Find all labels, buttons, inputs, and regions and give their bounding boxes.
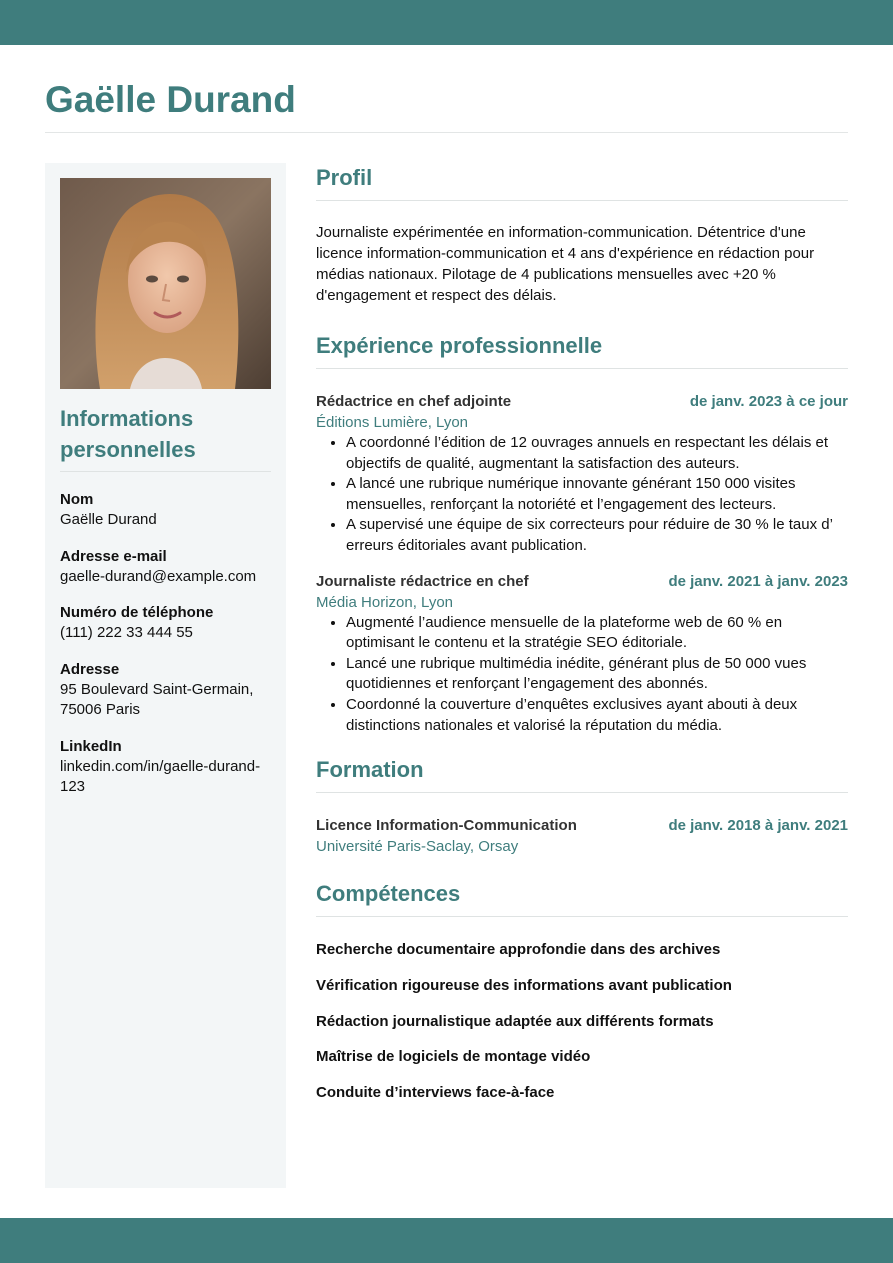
degree-title: Licence Information-Communication	[316, 817, 577, 835]
list-item: • Lancé une rubrique multimédia inédite, générant plus de 50 000 vues quotidiennes et renforçant l’engagement des abonnés.	[346, 654, 848, 695]
job-date: de janv. 2021 à janv. 2023	[668, 572, 848, 590]
field-label: Adresse e-mail	[60, 547, 167, 565]
education-date: de janv. 2018 à janv. 2021	[668, 817, 848, 835]
section-divider	[316, 368, 848, 369]
skill-item: Recherche documentaire approfondie dans des archives	[316, 941, 721, 959]
field-label: Numéro de téléphone	[60, 604, 214, 621]
header-divider	[45, 132, 848, 133]
section-divider	[316, 916, 848, 917]
field-value: Gaëlle Durand	[60, 511, 157, 528]
personal-info-divider	[60, 471, 271, 472]
profile-section	[316, 163, 848, 306]
job-entry	[316, 391, 848, 557]
skill-item: Maîtrise de logiciels de montage vidéo	[316, 1048, 591, 1066]
bottom-banner	[0, 1218, 893, 1263]
job-organization: Éditions Lumière, Lyon	[316, 414, 469, 431]
education-header	[316, 815, 848, 836]
skill-item: Rédaction journalistique adaptée aux différents formats	[316, 1012, 714, 1030]
field-linkedin	[60, 736, 271, 798]
education-entry	[316, 815, 848, 857]
field-label: Adresse	[60, 660, 120, 678]
job-entry	[316, 571, 848, 737]
field-value: linkedin.com/in/gaelle-durand-123	[60, 757, 261, 795]
job-header	[316, 571, 848, 592]
list-item: • A supervisé une équipe de six correcteurs pour réduire de 30 % le taux d’ erreurs éditoriales avant publication.	[346, 515, 848, 556]
field-value: (111) 222 33 444 55	[60, 624, 193, 641]
skills-heading: Compétences	[316, 881, 461, 907]
field-value: gaelle-durand@example.com	[60, 567, 257, 585]
experience-section	[316, 331, 848, 736]
job-date: de janv. 2023 à ce jour	[689, 393, 848, 410]
job-achievements	[316, 613, 848, 737]
job-header	[316, 391, 848, 412]
skills-section	[316, 879, 848, 1103]
candidate-name: Gaëlle Durand	[45, 79, 296, 120]
portrait-photo	[60, 178, 271, 389]
section-divider	[316, 792, 848, 793]
skills-list	[316, 939, 848, 1103]
job-title: Journaliste rédactrice en chef	[316, 572, 529, 590]
sidebar	[45, 163, 286, 1188]
field-phone	[60, 602, 271, 644]
job-title: Rédactrice en chef adjointe	[316, 393, 512, 410]
field-label: LinkedIn	[60, 737, 122, 755]
profile-summary: Journaliste expérimentée en information-communication. Détentrice d'une licence information-communication et 4 ans d'expérience en rédaction pour médias nationaux. Pilotage de 4 publications mensuelles avec +20 % d'engagement et respect des délais.	[316, 224, 815, 304]
field-address	[60, 659, 271, 721]
top-banner	[0, 0, 893, 45]
education-section	[316, 755, 848, 857]
list-item: • A lancé une rubrique numérique innovante générant 150 000 visites mensuelles, renforçant la notoriété et l’engagement des lecteurs.	[346, 474, 848, 515]
section-divider	[316, 200, 848, 201]
field-email	[60, 546, 271, 588]
list-item: • Coordonné la couverture d’enquêtes exclusives ayant abouti à deux distinctions nationales et valorisé la réputation du média.	[346, 695, 848, 736]
skill-item: Conduite d’interviews face-à-face	[316, 1083, 555, 1101]
job-organization: Média Horizon, Lyon	[316, 593, 454, 611]
education-institution: Université Paris-Saclay, Orsay	[316, 838, 519, 856]
personal-info-list	[60, 489, 271, 813]
job-achievements	[316, 433, 848, 557]
personal-info-heading: Informations personnelles	[60, 406, 196, 462]
list-item: • Augmenté l’audience mensuelle de la plateforme web de 60 % en optimisant le contenu et la stratégie SEO éditoriale.	[346, 613, 848, 654]
list-item: • A coordonné l’édition de 12 ouvrages annuels en respectant les délais et objectifs de qualité, augmentant la satisfaction des auteurs.	[346, 433, 848, 474]
profile-heading: Profil	[316, 165, 373, 190]
skill-item: Vérification rigoureuse des informations avant publication	[316, 976, 732, 994]
field-label: Nom	[60, 491, 94, 508]
profile-photo	[60, 178, 271, 389]
main-content	[316, 163, 848, 1118]
field-value: 95 Boulevard Saint-Germain, 75006 Paris	[60, 680, 254, 718]
field-name	[60, 489, 271, 531]
education-heading: Formation	[316, 757, 424, 783]
experience-heading: Expérience professionnelle	[316, 333, 603, 358]
